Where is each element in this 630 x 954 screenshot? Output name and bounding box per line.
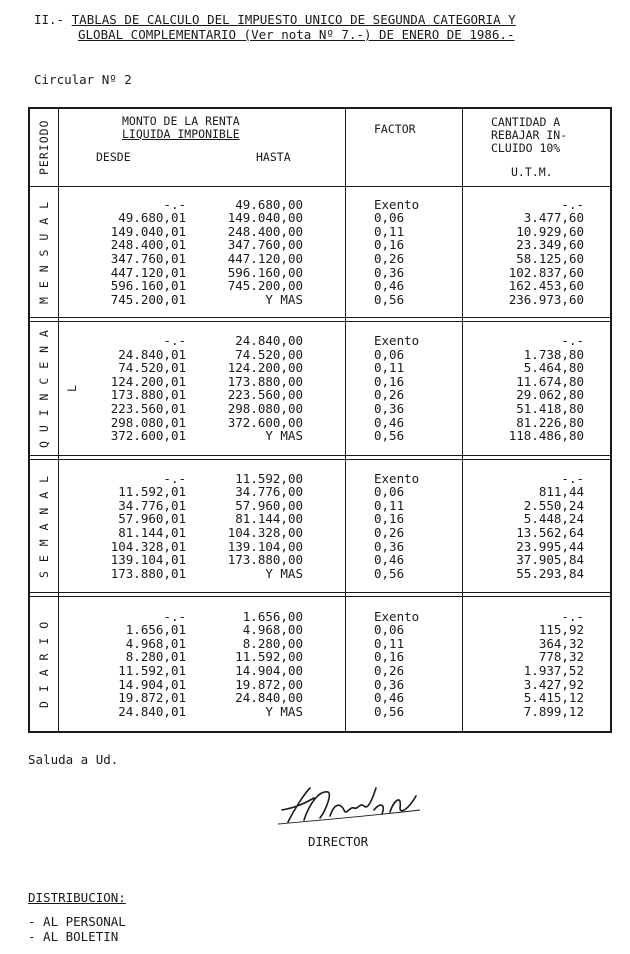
- table-row: [28, 252, 612, 266]
- table-row: [28, 225, 612, 239]
- cell-hasta: 745.200,00: [227, 278, 303, 294]
- cell-hasta: 139.104,00: [227, 538, 303, 554]
- cell-factor: 0,56: [374, 428, 405, 444]
- cell-factor: Exento: [374, 333, 420, 349]
- cell-hasta: 104.328,00: [227, 524, 303, 540]
- cell-hasta: 11.592,00: [235, 649, 303, 665]
- cell-factor: 0,36: [374, 401, 405, 417]
- section-separator-3a: [28, 592, 612, 593]
- cell-desde: 124.200,01: [110, 373, 186, 389]
- section-separator-1b: [28, 321, 612, 322]
- cell-desde: 11.592,01: [118, 662, 186, 678]
- header-separator: [28, 186, 612, 187]
- cell-cantidad: 5.448,24: [523, 511, 584, 527]
- cell-cantidad: 23.995,44: [516, 538, 584, 554]
- cell-hasta: 4.968,00: [242, 622, 303, 638]
- cell-hasta: 173.880,00: [227, 373, 303, 389]
- cell-hasta: 447.120,00: [227, 250, 303, 266]
- table-row: [28, 664, 612, 678]
- table-row: [28, 512, 612, 526]
- cell-hasta: 24.840,00: [235, 690, 303, 706]
- cell-desde: 4.968,01: [125, 635, 186, 651]
- table-row: [28, 678, 612, 692]
- cell-desde: 19.872,01: [118, 690, 186, 706]
- cell-desde: 347.760,01: [110, 250, 186, 266]
- cell-cantidad: 58.125,60: [516, 250, 584, 266]
- cell-hasta: 19.872,00: [235, 676, 303, 692]
- cell-cantidad: 811,44: [538, 484, 584, 500]
- cell-desde: 173.880,01: [110, 565, 186, 581]
- distribution-list: [28, 914, 126, 944]
- table-row: [28, 637, 612, 651]
- cell-factor: 0,11: [374, 497, 405, 513]
- table-row: [28, 650, 612, 664]
- cell-factor: Exento: [374, 196, 420, 212]
- table-row: [28, 472, 612, 486]
- cell-factor: 0,46: [374, 552, 405, 568]
- cell-factor: 0,46: [374, 690, 405, 706]
- document-heading: [34, 12, 516, 42]
- cell-hasta: 8.280,00: [242, 635, 303, 651]
- cell-hasta: 11.592,00: [235, 470, 303, 486]
- distribution-item: - AL PERSONAL: [28, 914, 126, 929]
- cell-factor: 0,26: [374, 524, 405, 540]
- cell-hasta: 372.600,00: [227, 414, 303, 430]
- cell-cantidad: 29.062,80: [516, 387, 584, 403]
- cell-desde: 596.160,01: [110, 278, 186, 294]
- cell-cantidad: 1.937,52: [523, 662, 584, 678]
- section-rows: [28, 198, 612, 307]
- cell-desde: 447.120,01: [110, 264, 186, 280]
- table-row: [28, 691, 612, 705]
- cell-factor: 0,36: [374, 264, 405, 280]
- section-separator-3b: [28, 596, 612, 597]
- cell-desde: 298.080,01: [110, 414, 186, 430]
- cell-hasta: Y MAS: [265, 291, 303, 307]
- distribution-item: - AL BOLETIN: [28, 929, 119, 944]
- table-row: [28, 348, 612, 362]
- table-row: [28, 361, 612, 375]
- cell-desde: 24.840,01: [118, 346, 186, 362]
- section-label: D I A R I O: [37, 620, 51, 708]
- cell-hasta: 14.904,00: [235, 662, 303, 678]
- signature-title: DIRECTOR: [308, 834, 369, 849]
- cell-hasta: 24.840,00: [235, 333, 303, 349]
- cell-cantidad: 1.738,80: [523, 346, 584, 362]
- circular-number: Circular Nº 2: [34, 72, 132, 87]
- cell-cantidad: 81.226,80: [516, 414, 584, 430]
- cell-desde: 149.040,01: [110, 223, 186, 239]
- cell-factor: 0,36: [374, 676, 405, 692]
- cell-cantidad: 51.418,80: [516, 401, 584, 417]
- cell-cantidad: 55.293,84: [516, 565, 584, 581]
- table-border-bottom: [28, 731, 612, 733]
- cell-factor: Exento: [374, 608, 420, 624]
- cell-hasta: 248.400,00: [227, 223, 303, 239]
- header-monto-line-2: LIQUIDA IMPONIBLE: [122, 127, 240, 141]
- cell-factor: 0,26: [374, 662, 405, 678]
- cell-factor: 0,26: [374, 250, 405, 266]
- table-row: [28, 553, 612, 567]
- table-row: [28, 293, 612, 307]
- cell-factor: 0,26: [374, 387, 405, 403]
- header-periodo: PERIODO: [37, 119, 51, 176]
- table-row: [28, 266, 612, 280]
- cell-cantidad: 7.899,12: [523, 703, 584, 719]
- table-row: [28, 540, 612, 554]
- cell-desde: 248.400,01: [110, 237, 186, 253]
- cell-cantidad: 236.973,60: [508, 291, 584, 307]
- cell-hasta: 1.656,00: [242, 608, 303, 624]
- cell-factor: 0,16: [374, 649, 405, 665]
- cell-cantidad: 11.674,80: [516, 373, 584, 389]
- cell-cantidad: 3.427,92: [523, 676, 584, 692]
- cell-factor: 0,36: [374, 538, 405, 554]
- cell-cantidad: 13.562,64: [516, 524, 584, 540]
- cell-hasta: 81.144,00: [235, 511, 303, 527]
- table-row: [28, 567, 612, 581]
- header-cantidad-line-3: CLUIDO 10%: [491, 141, 561, 155]
- table-row: [28, 238, 612, 252]
- section-label: S E M A N A L: [37, 474, 51, 578]
- section-rows: [28, 334, 612, 443]
- cell-cantidad: 102.837,60: [508, 264, 584, 280]
- header-cantidad-line-1: CANTIDAD A: [491, 115, 561, 129]
- cell-cantidad: 5.464,80: [523, 360, 584, 376]
- cell-hasta: 596.160,00: [227, 264, 303, 280]
- cell-hasta: 149.040,00: [227, 210, 303, 226]
- section-separator-2a: [28, 455, 612, 456]
- cell-factor: 0,16: [374, 237, 405, 253]
- cell-factor: 0,06: [374, 346, 405, 362]
- cell-factor: 0,56: [374, 291, 405, 307]
- header-factor: FACTOR: [374, 122, 416, 136]
- header-cantidad-unit: U.T.M.: [511, 165, 553, 179]
- cell-factor: 0,16: [374, 373, 405, 389]
- cell-factor: 0,11: [374, 360, 405, 376]
- section-separator-2b: [28, 459, 612, 460]
- cell-hasta: Y MAS: [265, 428, 303, 444]
- cell-factor: 0,06: [374, 210, 405, 226]
- header-monto-line-1: MONTO DE LA RENTA: [122, 114, 240, 128]
- cell-factor: 0,16: [374, 511, 405, 527]
- table-row: [28, 402, 612, 416]
- cell-hasta: 34.776,00: [235, 484, 303, 500]
- cell-factor: Exento: [374, 470, 420, 486]
- table-row: [28, 610, 612, 624]
- table-row: [28, 705, 612, 719]
- cell-cantidad: 23.349,60: [516, 237, 584, 253]
- cell-hasta: 173.880,00: [227, 552, 303, 568]
- cell-desde: 11.592,01: [118, 484, 186, 500]
- cell-cantidad: 3.477,60: [523, 210, 584, 226]
- cell-factor: 0,46: [374, 278, 405, 294]
- table-row: [28, 279, 612, 293]
- cell-cantidad: -.-: [561, 333, 584, 349]
- cell-desde: 74.520,01: [118, 360, 186, 376]
- table-row: [28, 429, 612, 443]
- section-rows: [28, 472, 612, 581]
- cell-cantidad: 118.486,80: [508, 428, 584, 444]
- cell-desde: 8.280,01: [125, 649, 186, 665]
- cell-desde: 81.144,01: [118, 524, 186, 540]
- cell-cantidad: 115,92: [538, 622, 584, 638]
- cell-cantidad: -.-: [561, 196, 584, 212]
- table-row: [28, 375, 612, 389]
- tax-table: [28, 107, 612, 733]
- cell-cantidad: 37.905,84: [516, 552, 584, 568]
- cell-factor: 0,11: [374, 223, 405, 239]
- table-row: [28, 416, 612, 430]
- distribution-title: DISTRIBUCION:: [28, 890, 126, 905]
- cell-hasta: 298.080,00: [227, 401, 303, 417]
- signature-icon: [270, 780, 430, 830]
- cell-desde: -.-: [163, 196, 186, 212]
- table-border-top: [28, 107, 612, 109]
- section-label: Q U I N C E N A L: [37, 329, 79, 448]
- heading-line-2: GLOBAL COMPLEMENTARIO (Ver nota Nº 7.-) DE ENERO DE 1986.-: [78, 27, 515, 42]
- cell-desde: -.-: [163, 470, 186, 486]
- cell-cantidad: 778,32: [538, 649, 584, 665]
- cell-desde: 745.200,01: [110, 291, 186, 307]
- cell-desde: -.-: [163, 333, 186, 349]
- header-desde: DESDE: [96, 150, 131, 164]
- cell-cantidad: -.-: [561, 608, 584, 624]
- cell-cantidad: 364,32: [538, 635, 584, 651]
- cell-desde: 34.776,01: [118, 497, 186, 513]
- table-row: [28, 198, 612, 212]
- closing-greeting: Saluda a Ud.: [28, 752, 119, 767]
- header-hasta: HASTA: [256, 150, 291, 164]
- cell-hasta: Y MAS: [265, 703, 303, 719]
- table-row: [28, 334, 612, 348]
- cell-desde: 104.328,01: [110, 538, 186, 554]
- table-row: [28, 211, 612, 225]
- cell-desde: 372.600,01: [110, 428, 186, 444]
- table-row: [28, 388, 612, 402]
- heading-number: II.-: [34, 12, 65, 27]
- table-row: [28, 499, 612, 513]
- cell-hasta: 124.200,00: [227, 360, 303, 376]
- cell-hasta: 347.760,00: [227, 237, 303, 253]
- cell-desde: 14.904,01: [118, 676, 186, 692]
- cell-desde: 139.104,01: [110, 552, 186, 568]
- cell-desde: 1.656,01: [125, 622, 186, 638]
- cell-hasta: 74.520,00: [235, 346, 303, 362]
- table-row: [28, 623, 612, 637]
- cell-factor: 0,11: [374, 635, 405, 651]
- table-row: [28, 485, 612, 499]
- cell-desde: 49.680,01: [118, 210, 186, 226]
- cell-cantidad: -.-: [561, 470, 584, 486]
- cell-hasta: 57.960,00: [235, 497, 303, 513]
- cell-desde: -.-: [163, 608, 186, 624]
- cell-cantidad: 10.929,60: [516, 223, 584, 239]
- cell-factor: 0,56: [374, 703, 405, 719]
- cell-hasta: Y MAS: [265, 565, 303, 581]
- section-separator-1a: [28, 317, 612, 318]
- cell-desde: 173.880,01: [110, 387, 186, 403]
- cell-hasta: 49.680,00: [235, 196, 303, 212]
- section-label: M E N S U A L: [37, 200, 51, 304]
- cell-factor: 0,56: [374, 565, 405, 581]
- header-cantidad-line-2: REBAJAR IN-: [491, 128, 568, 142]
- cell-desde: 24.840,01: [118, 703, 186, 719]
- cell-desde: 57.960,01: [118, 511, 186, 527]
- table-row: [28, 526, 612, 540]
- cell-cantidad: 2.550,24: [523, 497, 584, 513]
- cell-hasta: 223.560,00: [227, 387, 303, 403]
- cell-factor: 0,06: [374, 484, 405, 500]
- cell-desde: 223.560,01: [110, 401, 186, 417]
- heading-line-1: TABLAS DE CALCULO DEL IMPUESTO UNICO DE SEGUNDA CATEGORIA Y: [71, 12, 516, 27]
- cell-cantidad: 5.415,12: [523, 690, 584, 706]
- cell-factor: 0,46: [374, 414, 405, 430]
- cell-factor: 0,06: [374, 622, 405, 638]
- cell-cantidad: 162.453,60: [508, 278, 584, 294]
- section-rows: [28, 610, 612, 719]
